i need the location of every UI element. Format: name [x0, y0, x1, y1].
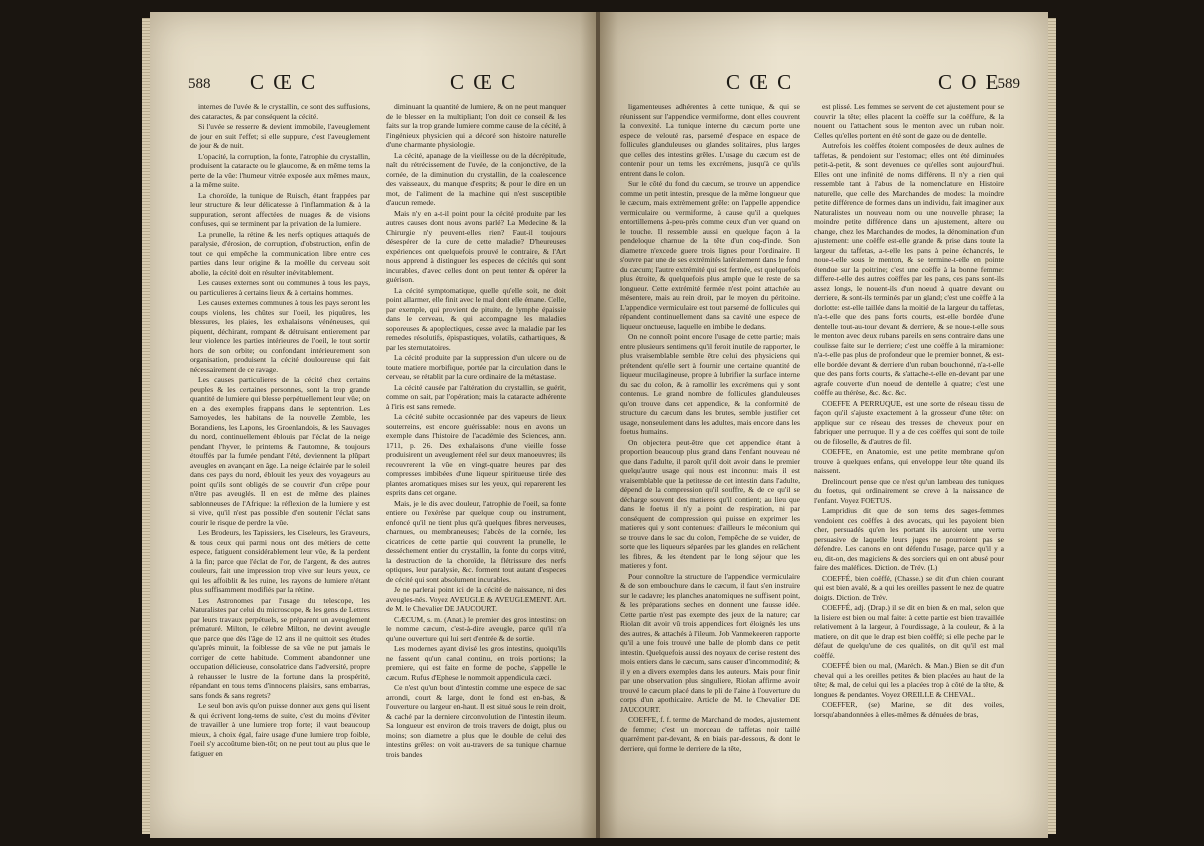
- paragraph: Si l'uvée se resserre & devient immobile, l'aveuglement de jour en suit l'effet; si elle suppure, c'est l'aveuglement de jour & de nuit.: [190, 122, 370, 150]
- paragraph: COEFFE A PERRUQUE, est une sorte de réseau tissu de façon qu'il s'ajuste exactement à la grosseur d'une tête: on applique sur ce réseau des tresses de cheveux pour en fabriquer une perruque. Il y a de ces coëffes qui sont de toile ou de filoselle, & d'autres de fil.: [814, 398, 1004, 446]
- paragraph: Ce n'est qu'un bout d'intestin comme une espece de sac arrondi, court & large, dont le fond est en-bas, & l'ouverture ou largeur en-haut. Il est situé sous le rein droit, & caché par la derniere circonvolution de l'intestin ileum. Sa longueur est environ de trois travers de doigt, plus ou moins; son diametre a plus que le double de celui des intestins grêles: on voit au-travers de sa tunique charnue trois bandes: [386, 683, 566, 759]
- paragraph: diminuant la quantité de lumiere, & on ne peut manquer de le blesser en la multipliant; l'on doit ce conseil & les faits sur la trop grande lumiere comme cause de la cécité, à l'ingénieux physicien qui a décoré son histoire naturelle d'une charmante physiologie.: [386, 102, 566, 149]
- book-edge-right: [1048, 18, 1056, 834]
- paragraph: Les Astronomes par l'usage du telescope, les Naturalistes par celui du microscope, & les gens de Lettres par leurs travaux perpétuels, se préparent un aveuglement prématuré. Milton, le célebre Milton, ne devint aveugle que parce que dès l'âge de 12 ans il ne quittoit ses études qu'après minuit, la foiblesse de sa vûe ne put jamais le corriger de cette habitude. Comment abandonner une occupation délicieuse, consolatrice dans l'adversité, propre à rehausser le lustre de la fortune dans la prospérité, répandant en tous tems d'innocens plaisirs, sans embarras, sans fonds & sans regrets?: [190, 595, 370, 700]
- left-page: [150, 12, 598, 838]
- paragraph: COEFFER, (se) Marine, se dit des voiles, lorsqu'abandonnées à elles-mêmes & dénuées de bras,: [814, 700, 1004, 719]
- paragraph: Le seul bon avis qu'on puisse donner aux gens qui lisent & qui écrivent long-tems de suite, c'est du moins d'éviter de travailler à une lumiere trop forte; il vaut beaucoup mieux, à choix égal, faire usage d'une lumiere trop foible, l'oeil s'y accoûtume bien-tôt; on ne peut tout au plus que le fatiguer en: [190, 701, 370, 758]
- paragraph: ligamenteuses adhérentes à cette tunique, & qui se réunissent sur l'appendice vermiforme, dont elles couvrent la convexité. La tunique interne du cæcum porte une espece de velouté ras, parsemé d'espace en espace de follicules glanduleuses ou glandes solitaires, plus larges que celles des intestins grêles. L'usage du cæcum est de contenir pour un tems les excrémens, jusqu'à ce qu'ils entrent dans le colon.: [620, 102, 800, 178]
- paragraph: Les modernes ayant divisé les gros intestins, quoiqu'ils ne fassent qu'un canal continu, en trois portions; la premiere, qui est faite en forme de poche, s'appelle le cæcum. Rufus d'Ephese le nommoit appendicula cæci.: [386, 644, 566, 682]
- book-edge-left: [142, 18, 150, 834]
- paragraph: internes de l'uvée & le crystallin, ce sont des suffusions, des cataractes, & par conséquent la cécité.: [190, 102, 370, 121]
- paragraph: Sur le côté du fond du cæcum, se trouve un appendice comme un petit intestin, presque de la même longueur que le cæcum, mais extrèmement grêle: on l'appelle appendice vermiculaire ou vermiforme, à cause qu'il a quelques entortillemens à-peu-près comme ceux d'un ver quand on le touche. Il ressemble aussi en quelque façon à la pendeloque charnue de la tête d'un coq-d'inde. Son diametre n'excede guere trois lignes pour l'ordinaire. Il s'ouvre par une de ses extrémités latéralement dans le fond du cæcum; l'autre extrémité qui est fermée, est quelquefois plus étroite, & quelquefois plus ample que le reste de sa longueur. Cette extrémité fermée n'est point attachée au mésentere, mais au rein droit, par le moyen du péritoine. L'appendice vermiculaire est tout parsemé de follicules qui répandent continuellement dans sa cavité une espece de liqueur onctueuse, laquelle en imbibe le dedans.: [620, 179, 800, 331]
- paragraph: CÆCUM, s. m. (Anat.) le premier des gros intestins: on le nomme cæcum, c'est-à-dire aveugle, parce qu'il n'a qu'une ouverture qui lui sert d'entrée & de sortie.: [386, 614, 566, 643]
- paragraph: La cécité causée par l'altération du crystallin, se guérit, comme on sait, par l'opération; mais la cataracte adhérente à l'iris est sans remede.: [386, 382, 566, 411]
- paragraph: Pour connoître la structure de l'appendice vermiculaire & de son embouchure dans le cæcum, il faut s'en instruire sur le cadavre; les planches anatomiques ne suffisent point, & les préparations seches en donnent une fausse idée. Cette partie n'est pas exempte des jeux de la nature; car Riolan dit avoir vû trois appendices fort éloignés les uns des autres, & attachés à l'ileum. Job Vanmekeeren rapporte qu'il a une fois trouvé une balle de plomb dans ce petit intestin. Quelquefois aussi des noyaux de cerise restent des mois entiers dans le cæcum, sans causer d'incommodité; & il y en a divers exemples dans les auteurs. Mais pour finir par une observation plus singuliere, Riolan affirme avoir trouvé le cæcum placé dans le pli de l'aine à l'ouverture du corps d'un apothicaire. Article de M. le Chevalier DE JAUCOURT.: [620, 571, 800, 714]
- page-number: 588: [188, 76, 211, 92]
- paragraph: est plissé. Les femmes se servent de cet ajustement pour se couvrir la tête; elles placent la coëffe sur la coëffure, & la nouent ou l'attachent sous le menton avec un ruban noir. Celles qu'elles portent en été sont de gaze ou de dentelle.: [814, 102, 1004, 140]
- open-book: [150, 12, 1048, 838]
- paragraph: Mais, je le dis avec douleur, l'atrophie de l'oeil, sa fonte entiere ou l'exérèse par quelque coup ou instrument, enfoncé qu'il ne tient plus qu'à quelques fibres nerveuses, charnues, ou membraneuses; l'abcès de la cornée, les cicatrices de cette partie qui couvrent la prunelle, le desséchement entier du crystallin, la fonte du corps vitré, la destruction de la choroïde, la flétrissure des nerfs optiques, leur paralysie, &c. forment tout autant d'especes de cécité qui sont absolument incurables.: [386, 498, 566, 584]
- text-column: [814, 102, 1004, 824]
- paragraph: Les causes externes sont ou communes à tous les pays, ou particulieres à certains lieux & à certains hommes.: [190, 278, 370, 297]
- paragraph: COEFFÉ, bien coëffé, (Chasse.) se dit d'un chien courant qui est bien avalé, & a qui les oreilles passent le nez de quatre doigts. Diction. de Trév.: [814, 573, 1004, 602]
- paragraph: Les Brodeurs, les Tapissiers, les Ciseleurs, les Graveurs, & tous ceux qui parmi nous ont des métiers de cette espece, fatiguent considérablement leur vûe, & la perdent à la fin; parce que l'éclat de l'or, de l'argent, & des autres couleurs, fait une impression trop vive sur leurs yeux, ce qui les affoiblit & les ruine, les rayons de lumiere n'étant plus suffisamment modifiés par la rétine.: [190, 528, 370, 594]
- paragraph: Autrefois les coëffes étoient composées de deux aulnes de taffetas, & pendoient sur l'estomac; elles ont été diminuées petit-à-petit, & sont devenues ce qu'elles sont aujourd'hui. Elles ont une infinité de noms différens. Il n'y a rien qui ressemble tant à l'abus de la nomenclature en Histoire naturelle, que celle des Marchandes de modes: la moindre petite différence de formes dans un individu, fait imaginer aux Naturalistes un nouveau nom ou une nouvelle phrase; la moindre petite différence dans un ajustement, altere ou change, chez les Marchandes de modes, la dénomination d'un ajustement: une coëffe est-elle grande & prise dans toute la largeur du taffetas, a-t-elle les pans à peine échancrés, le noue-t-elle sous le menton, & se termine-t-elle en pointe étendue sur la poitrine; c'est une coëffe à la bonne femme: differe-t-elle des autres coëffes par les pans, ces pans sont-ils assez longs, le nouent-ils d'un noeud à quatre devant ou derriere, & sont-ils terminés par un gland; c'est une coëffe à la dorlotte: est-elle taillée dans la moitié de la largeur du taffetas, n'a-t-elle que des pans forts courts, est-elle bordée d'une dentelle tout-au-tour devant & derriere, & se noue-t-elle sous le menton avec deux rubans pareils en sens contraire dans une coulisse faite sur le derriere; c'est une coëffe à la miramione: n'a-t-elle pas plus de profondeur que le premier bonnet, & est-elle bordée devant & derriere d'un ruban bouchonné, n'a-t-elle que des pans forts courts, & s'attache-t-elle en-devant par une agrafe couverte d'un noeud de dentelle à quatre; c'est une coëffe au thérèse, &c. &c. &c.: [814, 141, 1004, 397]
- paragraph: COEFFE, en Anatomie, est une petite membrane qu'on trouve à quelques enfans, qui enveloppe leur tête quand ils naissent.: [814, 447, 1004, 475]
- paragraph: La cécité symptomatique, quelle qu'elle soit, ne doit point allarmer, elle finit avec le mal dont elle émane. Celle, par exemple, qui provient de pituite, de lymphe épaissie dans le cerveau, & qui accompagne les maladies soporeuses & apoplectiques, cesse avec la maladie par les remedes résolutifs, épispastiques, volatils, cathartiques, & par les sternutatoires.: [386, 285, 566, 352]
- running-head: C O E: [938, 70, 1001, 94]
- paragraph: La cécité produite par la suppression d'un ulcere ou de toute matiere morbifique, portée par la circulation dans le cerveau, se rétablit par la cure ordinaire de la métastase.: [386, 353, 566, 381]
- paragraph: L'opacité, la corruption, la fonte, l'atrophie du crystallin, produisent la cataracte ou le glaucome, & en même tems la perte de la vûe: l'humeur vitrée exposée aux mêmes maux, a la même suite.: [190, 151, 370, 189]
- text-column: [190, 102, 370, 824]
- paragraph: Je ne parlerai point ici de la cécité de naissance, ni des aveugles-nés. Voyez AVEUGLE & AVEUGLEMENT. Art. de M. le Chevalier DE JAUCOURT.: [386, 585, 566, 613]
- right-page: [600, 12, 1048, 838]
- text-column: [386, 102, 566, 824]
- running-head: C Œ C: [450, 70, 518, 94]
- paragraph: Les causes particulieres de la cécité chez certains peuples & les certaines personnes, sont la trop grande quantité de lumiere qui blesse perpétuellement leur vûe; on en a des exemples frappans dans le septentrion. Les Samoyedes, les habitans de la nouvelle Zemble, les Borandiens, les Lapons, les Groenlandois, & les Sauvages du nord, continuellement éblouis par l'éclat de la neige pendant l'hyver, le printems & l'automne, & toujours étouffés par la fumée pendant l'été, deviennent la plûpart aveugles en avançant en âge. La neige éclairée par le soleil dans ces pays du nord, éblouit les yeux des voyageurs au point qu'ils sont obligés de se couvrir d'un crêpe pour n'être pas aveuglés. Il en est de même des plaines sablonneuses de l'Afrique: la réflexion de la lumiere y est si vive, qu'il n'est pas possible d'en soutenir l'éclat sans courir le risque de perdre la vûe.: [190, 375, 370, 527]
- paragraph: La cécité, apanage de la vieillesse ou de la décrépitude, naît du rétrécissement de l'uvée, de la conjonctive, de la cornée, de la diminution du crystallin, de la coalescence des vaisseaux, du manque d'esprits; & pour le dire en un mot, de l'aliment de la machine qui n'est susceptible d'aucun remede.: [386, 150, 566, 207]
- paragraph: COEFFE, f. f. terme de Marchand de modes, ajustement de femme; c'est un morceau de taffetas noir taillé quarrément par-devant, & en biais par-dessous, & dont le derriere, qui forme le derriere de la tête,: [620, 715, 800, 753]
- right-page-header: [638, 70, 1020, 96]
- paragraph: Mais n'y en a-t-il point pour la cécité produite par les autres causes dont nous avons parlé? La Medecine & la Chirurgie n'y peuvent-elles rien? Faut-il toujours désespérer de la cure de cette maladie? D'heureuses expériences ont quelquefois prouvé le contraire, & l'Art nous apprend à distinguer les especes de cécités qui sont incurables, d'avec celles dont on peut tenter & opérer la guérison.: [386, 208, 566, 284]
- text-column: [620, 102, 800, 824]
- paragraph: Lampridius dit que de son tems des sages-femmes vendoient ces coëffes à des avocats, qui les payoient bien cher, persuadés qu'en les portant ils auroient une vertu persuasive de laquelle leurs juges ne pourroient pas se défendre. Les canons en ont défendu l'usage, parce qu'il y a eu, dit-on, des magiciens & des sorciers qui en ont abusé pour faire des maléfices. Diction. de Trév. (L): [814, 506, 1004, 572]
- paragraph: La cécité subite occasionnée par des vapeurs de lieux souterreins, est encore guérissable: nous en avons un exemple dans l'histoire de l'académie des Sciences, ann. 1711, p. 26. Des exhalaisons d'une vieille fosse produisirent un aveuglement réel sur deux manoeuvres; ils recouvrerent la vûe en vingt-quatre heures par des compresses imbibées d'une liqueur spiritueuse tirée des plantes aromatiques mises sur les yeux, qui reparerent les esprits dans cet organe.: [386, 412, 566, 497]
- paragraph: Drelincourt pense que ce n'est qu'un lambeau des tuniques du foetus, qui ordinairement se creve à la naissance de l'enfant. Voyez FOETUS.: [814, 476, 1004, 505]
- paragraph: Les causes externes communes à tous les pays seront les coups violens, les chûtes sur l'oeil, les piquûres, les blessures, les plaies, les exhalaisons vénéneuses, qui piquent, déchirant, rompant & détruisant entierement par leur violence les parties intérieures de l'oeil, le tout sortir hors de son orbite; ou confondant intérieurement son organisation, produisent la cécité douloureuse qui fait nécessairement de ce ravage.: [190, 298, 370, 374]
- paragraph: La prunelle, la rétine & les nerfs optiques attaqués de paralysie, d'érosion, de corruption, d'obstruction, enfin de tout ce qui empêche la communication libre entre ces parties dans leur origine & la moëlle du cerveau soit abolie, la cécité doit en résulter inévitablement.: [190, 229, 370, 277]
- paragraph: COEFFÉ bien ou mal, (Maréch. & Man.) Bien se dit d'un cheval qui a les oreilles petites & bien placées au haut de la tête; & mal, de celui qui les a placées trop à côté de la tête, & longues & pendantes. Voyez OREILLE & CHEVAL.: [814, 661, 1004, 699]
- left-page-header: [188, 70, 570, 96]
- running-head: C Œ C: [250, 70, 318, 94]
- paragraph: COEFFÉ, adj. (Drap.) il se dit en bien & en mal, selon que la lisiere est bien ou mal faite: à cette partie est bien travaillée relativement à la largeur, à l'ourdissage, à la couleur, & à la matiere, on dit que le drap est bien coëffé; si elle peche par le défaut de quelqu'une de ces qualités, on dit qu'il est mal coëffé.: [814, 603, 1004, 660]
- paragraph: La choroïde, la tunique de Ruisch, étant frappées par leur structure & leur délicatesse à l'inflammation & à la suppuration, seront affectées de nuages & de visions confuses, qui se terminent par la privation de la lumiere.: [190, 190, 370, 228]
- paragraph: On ne connoît point encore l'usage de cette partie; mais entre plusieurs sentimens qu'il feroit inutile de rapporter, le plus vraisemblable semble être celui des physiciens qui prétendent qu'elle sert à fournir une certaine quantité de liqueur mucilagineuse, propre à lubrifier la surface interne du sac du colon, & à ramollir les excrémens qui y sont contenus. Le grand nombre de follicules glanduleuses qu'on trouve dans cet appendice, & la conformité de structure du cæcum dans les brutes, semble justifier cet usage, nonseulement dans les adultes, mais encore dans les foetus humains.: [620, 332, 800, 436]
- running-head: C Œ C: [726, 70, 794, 94]
- page-number: 589: [997, 76, 1020, 92]
- paragraph: On objectera peut-être que cet appendice étant à proportion beaucoup plus grand dans l'enfant nouveau né que dans l'adulte, il paroît qu'il doit avoir dans le premier quelqu'autre usage qui nous est inconnu: mais il est vraisemblable que la petitesse de cet intestin dans l'adulte, dépend de la compression qu'il souffre, & de ce qu'il se décharge souvent des matieres qu'il contient; au lieu que dans le foetus il n'y a point de respiration, ni par conséquent de compression qui puisse en exprimer les matieres qui y sont contenues: d'ailleurs le méconium qui se trouve dans le sac du colon, l'empêche de se vuider, de sorte que les liqueurs séparées par les glandes en relâchent les fibres, & les étendent par le long séjour que les matieres y font.: [620, 437, 800, 570]
